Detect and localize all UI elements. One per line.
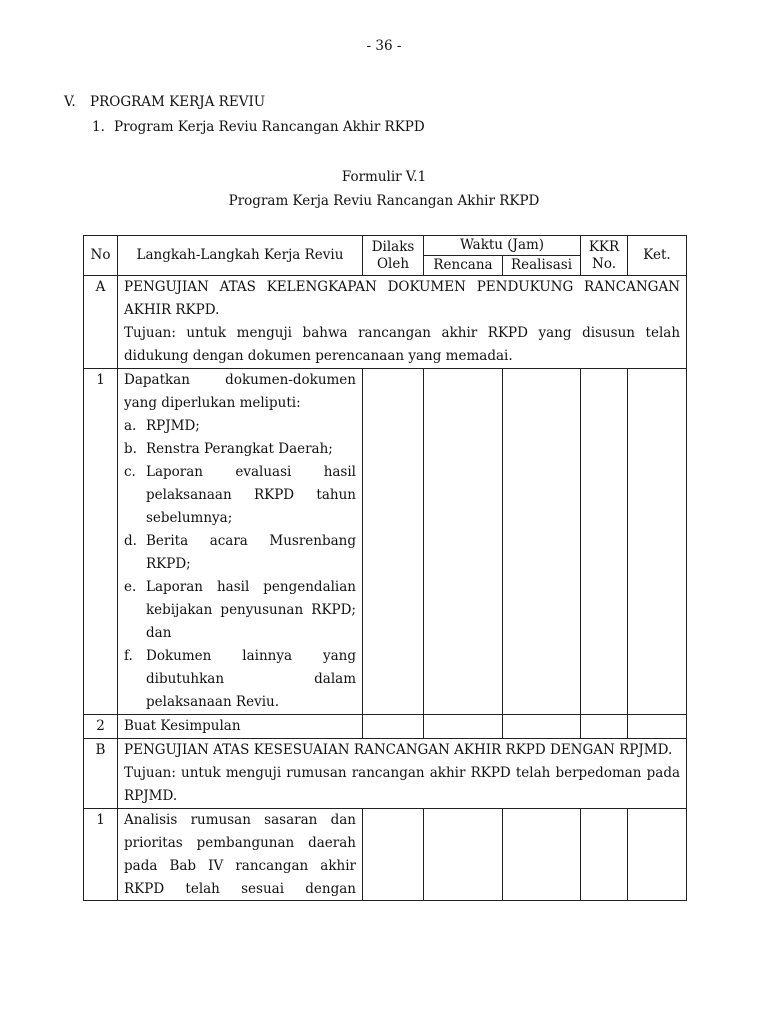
section-code-a: A xyxy=(84,276,118,369)
section-body-a xyxy=(118,276,687,369)
section-title: PROGRAM KERJA REVIU xyxy=(90,94,266,110)
section-purpose-b: Tujuan: untuk menguji rumusan rancangan akhir RKPD telah berpedoman pada RPJMD. xyxy=(124,765,681,804)
row-number: 1 xyxy=(84,369,118,715)
header-langkah: Langkah-Langkah Kerja Reviu xyxy=(118,236,363,276)
header-dilaks-line2: Oleh xyxy=(376,255,410,272)
section-heading xyxy=(64,94,265,110)
row-step xyxy=(118,809,363,901)
cell-dilaks xyxy=(363,809,424,901)
subsection-title: Program Kerja Reviu Rancangan Akhir RKPD xyxy=(114,119,425,135)
header-waktu: Waktu (Jam) xyxy=(424,236,581,256)
header-dilaks-line1: Dilaks xyxy=(371,238,415,255)
table-row xyxy=(84,809,687,901)
table-header xyxy=(84,236,687,276)
form-code: Formulir V.1 xyxy=(341,169,427,185)
section-number: V. xyxy=(64,94,76,110)
list-item: a. RPJMD; xyxy=(124,418,200,434)
cell-rencana xyxy=(424,369,503,715)
row-step: Buat Kesimpulan xyxy=(118,715,363,739)
subsection-heading xyxy=(92,119,425,135)
header-kkr xyxy=(581,236,628,276)
subsection-number: 1. xyxy=(92,119,105,135)
document-list xyxy=(124,415,356,714)
form-title: Program Kerja Reviu Rancangan Akhir RKPD xyxy=(228,193,540,209)
header-realisasi: Realisasi xyxy=(503,256,581,276)
table-row xyxy=(84,369,687,715)
review-work-program-table xyxy=(83,235,687,901)
table-row xyxy=(84,715,687,739)
header-kkr-line2: No. xyxy=(592,255,617,272)
section-code-b: B xyxy=(84,739,118,809)
cell-ket xyxy=(628,809,687,901)
header-kkr-line1: KKR xyxy=(588,238,620,255)
row-step xyxy=(118,369,363,715)
list-item: e. Laporan hasil pengendalian kebijakan penyusunan RKPD; dan xyxy=(124,579,356,641)
section-row-a xyxy=(84,276,687,369)
cell-realisasi xyxy=(503,715,581,739)
cell-dilaks xyxy=(363,715,424,739)
section-title-b: PENGUJIAN ATAS KESESUAIAN RANCANGAN AKHIR RKPD DENGAN RPJMD. xyxy=(124,742,673,758)
step-intro: Dapatkan dokumen-dokumen yang diperlukan meliputi: xyxy=(124,372,356,411)
cell-ket xyxy=(628,369,687,715)
header-no: No xyxy=(84,236,118,276)
section-row-b xyxy=(84,739,687,809)
cell-rencana xyxy=(424,809,503,901)
section-body-b xyxy=(118,739,687,809)
section-title-a: PENGUJIAN ATAS KELENGKAPAN DOKUMEN PENDUKUNG RANCANGAN AKHIR RKPD. xyxy=(124,279,681,318)
cell-realisasi xyxy=(503,809,581,901)
step-text: Analisis rumusan sasaran dan prioritas pembangunan daerah pada Bab IV rancangan akhir RKPD telah sesuai dengan xyxy=(124,812,356,897)
header-ket: Ket. xyxy=(628,236,687,276)
page-number: - 36 - xyxy=(366,38,402,54)
cell-kkr xyxy=(581,715,628,739)
cell-rencana xyxy=(424,715,503,739)
row-number: 2 xyxy=(84,715,118,739)
cell-dilaks xyxy=(363,369,424,715)
section-purpose-a: Tujuan: untuk menguji bahwa rancangan akhir RKPD yang disusun telah didukung dengan dokumen perencanaan yang memadai. xyxy=(124,325,681,364)
cell-realisasi xyxy=(503,369,581,715)
row-number: 1 xyxy=(84,809,118,901)
header-dilaks xyxy=(363,236,424,276)
cell-kkr xyxy=(581,369,628,715)
list-item: b. Renstra Perangkat Daerah; xyxy=(124,441,333,457)
cell-kkr xyxy=(581,809,628,901)
list-item: d. Berita acara Musrenbang RKPD; xyxy=(124,533,356,572)
header-rencana: Rencana xyxy=(424,256,503,276)
list-item: c. Laporan evaluasi hasil pelaksanaan RKPD tahun sebelumnya; xyxy=(124,464,356,526)
cell-ket xyxy=(628,715,687,739)
list-item: f. Dokumen lainnya yang dibutuhkan dalam pelaksanaan Reviu. xyxy=(124,648,356,710)
